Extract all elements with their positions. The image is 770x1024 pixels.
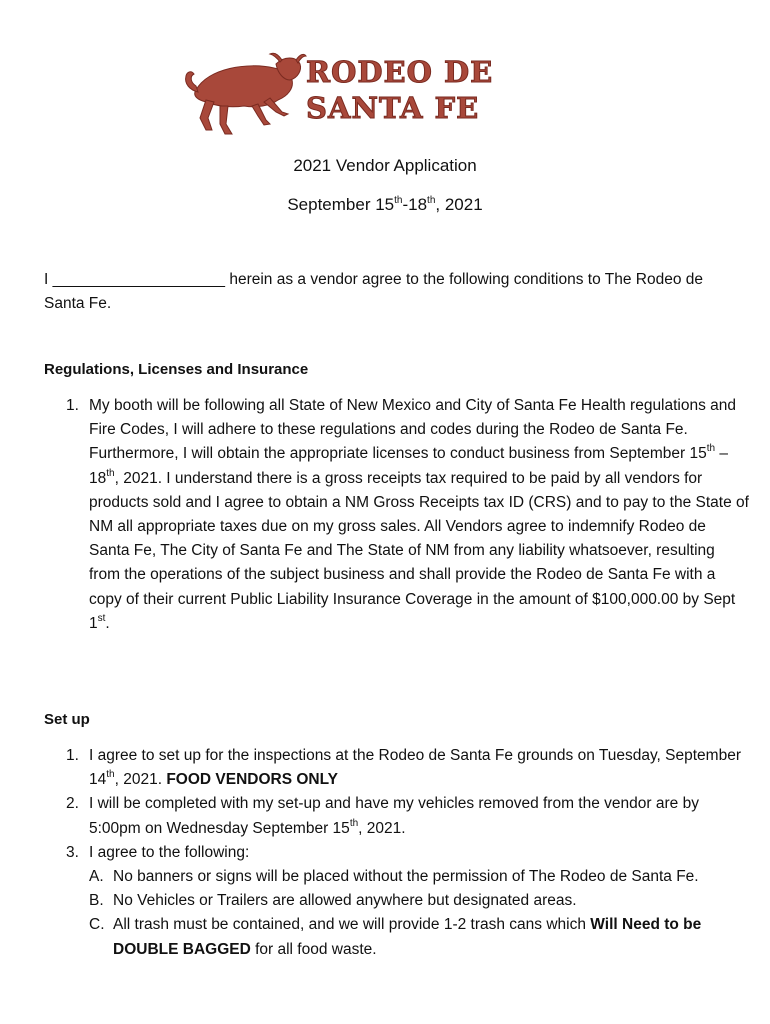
page-title: 2021 Vendor Application <box>293 156 477 175</box>
vendor-name-blank[interactable]: I ____________________ <box>44 271 226 288</box>
bull-icon <box>178 50 308 142</box>
vendor-agreement-intro: I ____________________ herein as a vendor agree to the following conditions to The Rodeo de Santa Fe. <box>44 271 703 312</box>
sub-list-item: B. No Vehicles or Trailers are allowed anywhere but designated areas. <box>89 892 577 910</box>
list-item: 2. I will be completed with my set-up and have my vehicles removed from the vendor are by 5:00pm on Wednesday September 15th, 2021. <box>66 795 699 837</box>
rodeo-logo <box>178 50 494 142</box>
sub-list-item: C. All trash must be contained, and we will provide 1-2 trash cans which Will Need to be DOUBLE BAGGED for all food waste. <box>89 916 702 958</box>
logo-line-1: RODEO DE <box>306 55 494 89</box>
sub-list-item: A. No banners or signs will be placed without the permission of The Rodeo de Santa Fe. <box>89 868 699 886</box>
regulations-list <box>44 394 750 636</box>
list-item: 1. My booth will be following all State of New Mexico and City of Santa Fe Health regulations and Fire Codes, I will adhere to these regulations and codes during the Rodeo de Santa Fe. Furthermore, I will obtain the appropriate licenses to conduct business from September 15th – 18th, 2021. I understand there is a gross receipts tax required to be paid by all vendors for products sold and I agree to obtain a NM Gross Receipts tax ID (CRS) and to pay to the State of NM all appropriate taxes due on my gross sales. All Vendors agree to indemnify Rodeo de Santa Fe, The City of Santa Fe and The State of NM from any liability whatsoever, resulting from the operations of the subject business and shall provide the Rodeo de Santa Fe with a copy of their current Public Liability Insurance Coverage in the amount of $100,000.00 by Sept 1st. <box>66 397 749 632</box>
setup-conditions-list <box>89 865 750 962</box>
setup-list <box>44 744 750 962</box>
regulations-heading: Regulations, Licenses and Insurance <box>44 361 309 378</box>
logo-line-2: SANTA FE <box>306 91 480 125</box>
event-dates: September 15th-18th, 2021 <box>287 195 483 214</box>
list-item: 3. I agree to the following: A. No banners or signs will be placed without the permission of The Rodeo de Santa Fe. B. No Vehicles or Trailers are allowed anywhere but designated areas. C. All trash must be contained, and we will provide 1-2 trash cans which Will Need to be DOUBLE BAGGED for all food waste. <box>44 841 750 962</box>
setup-heading: Set up <box>44 711 90 728</box>
list-item: 1. I agree to set up for the inspections at the Rodeo de Santa Fe grounds on Tuesday, September 14th, 2021. FOOD VENDORS ONLY <box>66 747 741 789</box>
